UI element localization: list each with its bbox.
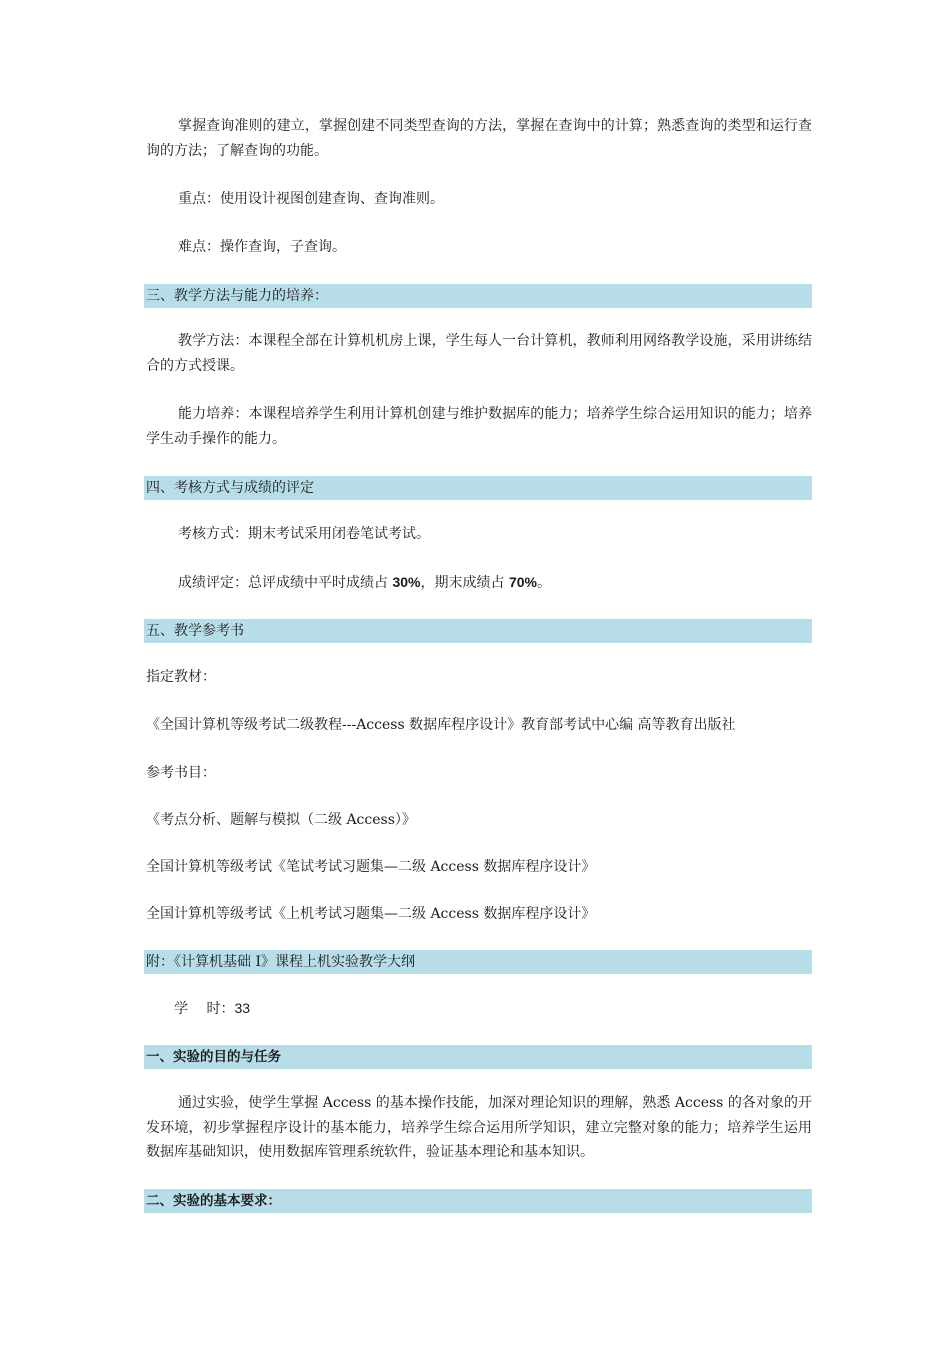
- lab-hours-value: 33: [234, 1000, 251, 1016]
- lab-section-heading-objectives: 一、实验的目的与任务: [144, 1045, 812, 1069]
- key-points-text: 重点：使用设计视图创建查询、查询准则。: [178, 191, 444, 207]
- section-heading-teaching-methods: 三、教学方法与能力的培养：: [144, 284, 812, 308]
- lab-hours: [174, 996, 250, 1021]
- reference-item: 全国计算机等级考试《笔试考试习题集—二级 Access 数据库程序设计》: [146, 859, 596, 875]
- ability-paragraph: 能力培养：本课程培养学生利用计算机创建与维护数据库的能力；培养学生综合运用知识的能力；培养学生动手操作的能力。: [146, 406, 812, 447]
- grade-prefix: 成绩评定：总评成绩中平时成绩占: [178, 575, 393, 591]
- textbook-entry: 《全国计算机等级考试二级教程---Access 数据库程序设计》教育部考试中心编 高等教育出版社: [146, 717, 736, 733]
- exam-method-text: 考核方式：期末考试采用闭卷笔试考试。: [178, 526, 430, 542]
- lab-hours-label: 学 时：: [174, 1001, 235, 1017]
- objective-paragraph: 掌握查询准则的建立，掌握创建不同类型查询的方法，掌握在查询中的计算；熟悉查询的类型和运行查询的方法；了解查询的功能。: [146, 118, 812, 159]
- teaching-method-paragraph: 教学方法：本课程全部在计算机机房上课，学生每人一台计算机，教师利用网络教学设施，采用讲练结合的方式授课。: [146, 333, 812, 374]
- lab-objectives-paragraph: 通过实验，使学生掌握 Access 的基本操作技能，加深对理论知识的理解，熟悉 Access 的各对象的开发环境，初步掌握程序设计的基本能力，培养学生综合运用所学知识，建立完整对象的能力；培养学生运用数据库基础知识，使用数据库管理系统软件，验证基本理论和基本知识。: [146, 1095, 812, 1160]
- textbook-label: 指定教材：: [146, 669, 216, 685]
- grade-text: [178, 570, 551, 595]
- appendix-heading: 附：《计算机基础 I》课程上机实验教学大纲: [144, 950, 812, 974]
- lab-section-heading-requirements: 二、实验的基本要求：: [144, 1189, 812, 1213]
- difficulties-text: 难点：操作查询，子查询。: [178, 239, 346, 255]
- reference-item: 全国计算机等级考试《上机考试习题集—二级 Access 数据库程序设计》: [146, 906, 596, 922]
- grade-suffix: 。: [536, 575, 551, 591]
- grade-percent-final: 70%: [508, 574, 537, 590]
- reference-item: 《考点分析、题解与模拟（二级 Access）》: [146, 812, 416, 828]
- grade-percent-regular: 30%: [392, 574, 421, 590]
- references-label: 参考书目：: [146, 765, 216, 781]
- section-heading-references: 五、教学参考书: [144, 619, 812, 643]
- section-heading-assessment: 四、考核方式与成绩的评定: [144, 476, 812, 500]
- grade-mid: ，期末成绩占: [420, 575, 509, 591]
